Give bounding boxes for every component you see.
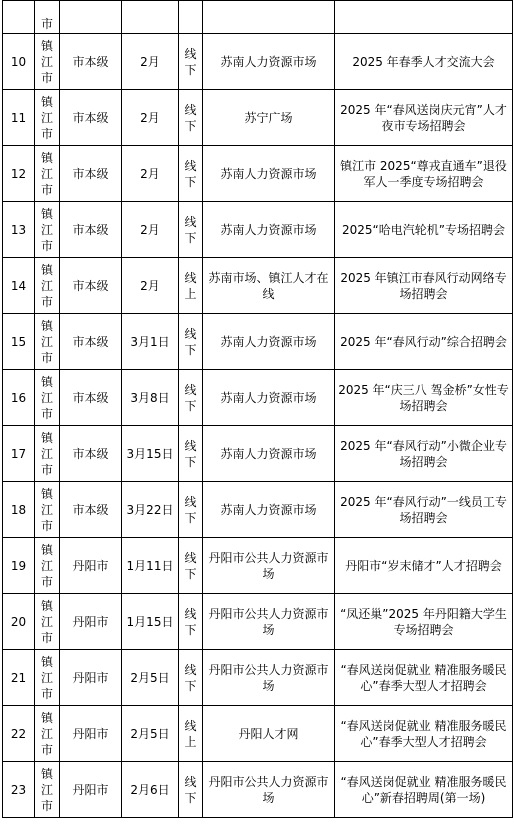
table-row [3, 34, 513, 90]
cell-city [35, 706, 60, 762]
cell-venue [203, 1, 335, 34]
cell-event-name: 2025 年镇江市春风行动网络专场招聘会 [335, 258, 513, 314]
cell-event-name: 2025“哈电汽轮机”专场招聘会 [335, 202, 513, 258]
cell-time: 3月15日 [122, 426, 179, 482]
cell-mode-text: 线下 [184, 606, 197, 637]
cell-city [35, 650, 60, 706]
cell-number: 11 [3, 90, 35, 146]
cell-city [35, 34, 60, 90]
cell-venue: 苏南人力资源市场 [203, 426, 335, 482]
cell-mode [179, 90, 203, 146]
cell-time: 2月 [122, 258, 179, 314]
cell-city-text: 镇江市 [40, 542, 53, 589]
cell-time: 1月11日 [122, 538, 179, 594]
cell-venue: 丹阳市公共人力资源市场 [203, 538, 335, 594]
cell-venue: 苏南市场、镇江人才在线 [203, 258, 335, 314]
cell-level: 丹阳市 [60, 762, 122, 818]
job-fair-schedule-table [2, 0, 513, 818]
cell-mode [179, 370, 203, 426]
cell-event-name: 2025 年“春风行动”一线员工专场招聘会 [335, 482, 513, 538]
cell-city-text: 镇江市 [40, 150, 53, 197]
cell-time: 2月 [122, 202, 179, 258]
table-row [3, 426, 513, 482]
cell-city-text: 镇江市 [40, 486, 53, 533]
table-row [3, 90, 513, 146]
cell-time: 3月1日 [122, 314, 179, 370]
cell-city [35, 426, 60, 482]
cell-event-name: “凤还巢”2025 年丹阳籍大学生专场招聘会 [335, 594, 513, 650]
cell-level: 市本级 [60, 34, 122, 90]
cell-city [35, 538, 60, 594]
cell-venue: 苏南人力资源市场 [203, 202, 335, 258]
cell-time: 2月5日 [122, 706, 179, 762]
cell-level: 市本级 [60, 314, 122, 370]
cell-event-name: “春风送岗促就业 精准服务暖民心”春季大型人才招聘会 [335, 706, 513, 762]
cell-city [35, 314, 60, 370]
table-row-partial [3, 1, 513, 34]
cell-city [35, 1, 60, 34]
cell-city [35, 202, 60, 258]
cell-event-name: 2025 年“春风行动”综合招聘会 [335, 314, 513, 370]
cell-mode [179, 482, 203, 538]
cell-city-text: 镇江市 [40, 318, 53, 365]
cell-venue: 丹阳市公共人力资源市场 [203, 594, 335, 650]
cell-mode [179, 258, 203, 314]
cell-number: 21 [3, 650, 35, 706]
cell-number: 22 [3, 706, 35, 762]
cell-mode-text: 线上 [184, 270, 197, 301]
cell-event-name [335, 1, 513, 34]
cell-event-name: 2025 年春季人才交流大会 [335, 34, 513, 90]
cell-city-text: 镇江市 [40, 38, 53, 85]
cell-city [35, 482, 60, 538]
cell-city [35, 762, 60, 818]
cell-city-text: 镇江市 [40, 206, 53, 253]
cell-city-text: 镇江市 [40, 374, 53, 421]
cell-mode-text: 线下 [184, 494, 197, 525]
cell-mode [179, 1, 203, 34]
cell-number: 18 [3, 482, 35, 538]
cell-mode [179, 650, 203, 706]
cell-venue: 苏南人力资源市场 [203, 482, 335, 538]
cell-city-text: 镇江市 [40, 598, 53, 645]
cell-city [35, 90, 60, 146]
cell-mode-text: 线下 [184, 438, 197, 469]
table-row [3, 538, 513, 594]
cell-event-name: “春风送岗促就业 精准服务暖民心”春季大型人才招聘会 [335, 650, 513, 706]
table-row [3, 146, 513, 202]
cell-number: 17 [3, 426, 35, 482]
cell-level: 市本级 [60, 258, 122, 314]
cell-city [35, 258, 60, 314]
cell-level: 丹阳市 [60, 706, 122, 762]
cell-level: 市本级 [60, 90, 122, 146]
cell-city [35, 370, 60, 426]
cell-mode-text: 线下 [184, 662, 197, 693]
cell-mode [179, 314, 203, 370]
cell-number [3, 1, 35, 34]
cell-time: 3月22日 [122, 482, 179, 538]
cell-city-text: 镇江市 [40, 430, 53, 477]
cell-level: 丹阳市 [60, 538, 122, 594]
cell-number: 19 [3, 538, 35, 594]
cell-city [35, 594, 60, 650]
cell-city-text: 镇江市 [40, 262, 53, 309]
cell-time: 2月 [122, 34, 179, 90]
cell-level: 市本级 [60, 482, 122, 538]
cell-city-text: 镇江市 [40, 94, 53, 141]
cell-level: 丹阳市 [60, 650, 122, 706]
cell-mode-text: 线下 [184, 382, 197, 413]
cell-venue: 苏南人力资源市场 [203, 146, 335, 202]
cell-mode-text: 线上 [184, 718, 197, 749]
cell-mode [179, 706, 203, 762]
cell-level: 市本级 [60, 426, 122, 482]
cell-number: 23 [3, 762, 35, 818]
table-row [3, 650, 513, 706]
cell-venue: 丹阳市公共人力资源市场 [203, 650, 335, 706]
cell-venue: 苏南人力资源市场 [203, 34, 335, 90]
cell-mode-text: 线下 [184, 46, 197, 77]
cell-city [35, 146, 60, 202]
cell-number: 20 [3, 594, 35, 650]
cell-level: 市本级 [60, 370, 122, 426]
cell-level: 丹阳市 [60, 594, 122, 650]
cell-mode [179, 426, 203, 482]
cell-time [122, 1, 179, 34]
table-row [3, 706, 513, 762]
cell-event-name: 2025 年“庆三八 驾金桥”女性专场招聘会 [335, 370, 513, 426]
cell-mode [179, 762, 203, 818]
cell-mode-text: 线下 [184, 158, 197, 189]
cell-mode [179, 34, 203, 90]
cell-number: 16 [3, 370, 35, 426]
cell-number: 12 [3, 146, 35, 202]
cell-mode [179, 538, 203, 594]
cell-city-text: 镇江市 [40, 766, 53, 813]
cell-time: 1月15日 [122, 594, 179, 650]
cell-mode [179, 594, 203, 650]
table-row [3, 482, 513, 538]
table-row [3, 594, 513, 650]
cell-mode-text: 线下 [184, 102, 197, 133]
cell-event-name: 2025 年“春风行动”小微企业专场招聘会 [335, 426, 513, 482]
cell-level: 市本级 [60, 146, 122, 202]
cell-venue: 苏南人力资源市场 [203, 370, 335, 426]
cell-city-text: 镇江市 [40, 710, 53, 757]
cell-mode-text: 线下 [184, 774, 197, 805]
cell-venue: 苏宁广场 [203, 90, 335, 146]
cell-time: 2月 [122, 146, 179, 202]
cell-mode-text: 线下 [184, 550, 197, 581]
cell-city-text: 市 [40, 17, 53, 31]
cell-number: 10 [3, 34, 35, 90]
cell-number: 15 [3, 314, 35, 370]
table-row [3, 202, 513, 258]
cell-time: 2月5日 [122, 650, 179, 706]
cell-level: 市本级 [60, 202, 122, 258]
cell-event-name: 2025 年“春风送岗庆元宵”人才夜市专场招聘会 [335, 90, 513, 146]
cell-event-name: “春风送岗促就业 精准服务暖民心”新春招聘周(第一场) [335, 762, 513, 818]
cell-venue: 苏南人力资源市场 [203, 314, 335, 370]
cell-time: 2月6日 [122, 762, 179, 818]
cell-number: 14 [3, 258, 35, 314]
cell-time: 2月 [122, 90, 179, 146]
table-row [3, 370, 513, 426]
cell-event-name: 丹阳市“岁末储才”人才招聘会 [335, 538, 513, 594]
table-row [3, 762, 513, 818]
cell-mode-text: 线下 [184, 214, 197, 245]
cell-level [60, 1, 122, 34]
cell-time: 3月8日 [122, 370, 179, 426]
cell-mode [179, 202, 203, 258]
cell-venue: 丹阳市公共人力资源市场 [203, 762, 335, 818]
cell-mode-text: 线下 [184, 326, 197, 357]
table-row [3, 258, 513, 314]
cell-event-name: 镇江市 2025“尊戎直通车”退役军人一季度专场招聘会 [335, 146, 513, 202]
cell-number: 13 [3, 202, 35, 258]
table-row [3, 314, 513, 370]
cell-city-text: 镇江市 [40, 654, 53, 701]
cell-mode [179, 146, 203, 202]
cell-venue: 丹阳人才网 [203, 706, 335, 762]
